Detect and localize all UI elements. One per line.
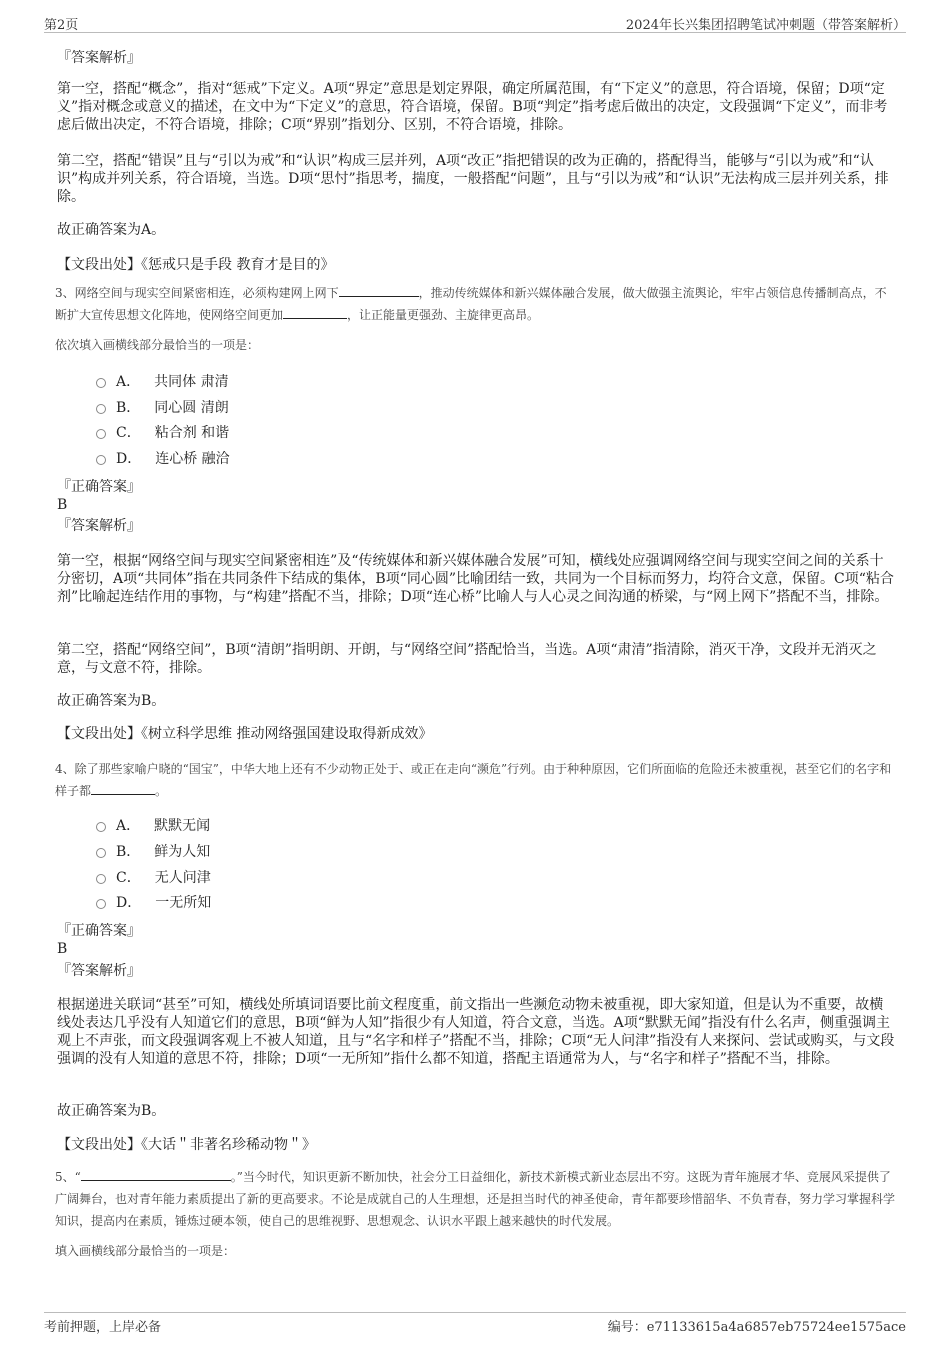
radio-icon[interactable] — [96, 848, 106, 858]
q4-analysis-label: 『答案解析』 — [57, 963, 141, 979]
radio-icon[interactable] — [96, 429, 106, 439]
page-header — [44, 14, 906, 33]
q4-correct-label: 『正确答案』 — [57, 923, 141, 939]
q4-stem: 4、除了那些家喻户晓的“国宝”，中华大地上还有不少动物正处于、或正在走向“濒危”行列。由于种种原因，它们所面临的危险还未被重视，甚至它们的名字和样子都 。 — [55, 762, 892, 798]
blank-line — [91, 782, 155, 795]
radio-icon[interactable] — [96, 899, 106, 909]
q3-correct-label: 『正确答案』 — [57, 479, 141, 495]
q3-source: 【文段出处】《树立科学思维 推动网络强国建设取得新成效》 — [57, 726, 433, 742]
q3-analysis-label: 『答案解析』 — [57, 518, 141, 534]
footer-slogan: 考前押题，上岸必备 — [44, 1320, 162, 1335]
q4-option-a[interactable]: A． 默默无闻 — [96, 817, 210, 835]
q5-prompt: 填入画横线部分最恰当的一项是： — [55, 1244, 236, 1258]
blank-line — [81, 1168, 231, 1181]
q4-analysis-p1: 根据递进关联词“甚至”可知，横线处所填词语要比前文程度重，前文指出一些濒危动物未被重视，即大家知道，但是认为不重要，故横线处表达几乎没有人知道它们的意思，B项“鲜为人知”指很少有人知道，符合文意，当选。A项“默默无闻”指没有什么名声，侧重强调主观上不声张，而文段强调客观上不被人知道，且与“名字和样子”搭配不当，排除；C项“无人问津”指没有人来探问、尝试或购买，与文段强调的没有人知道的意思不符，排除；D项“一无所知”指什么都不知道，搭配主语通常为人，与“名字和样子”搭配不当，排除。 — [57, 997, 895, 1067]
q3-analysis-p1: 第一空，根据“网络空间与现实空间紧密相连”及“传统媒体和新兴媒体融合发展”可知，横线处应强调网络空间与现实空间之间的关系十分密切，A项“共同体”指在共同条件下结成的集体，B项“同心圆”比喻团结一致，共同为一个目标而努力，均符合文意，保留。C项“粘合剂”比喻起连结作用的事物，与“构建”搭配不当，排除；D项“连心桥”比喻人与人心灵之间沟通的桥梁，与“网上网下”搭配不当，排除。 — [57, 553, 894, 605]
radio-icon[interactable] — [96, 822, 106, 832]
q4-option-c[interactable]: C． 无人问津 — [96, 869, 211, 887]
q3-stem: 3、网络空间与现实空间紧密相连，必须构建网上网下 ，推动传统媒体和新兴媒体融合发展，做大做强主流舆论，牢牢占领信息传播制高点，不断扩大宣传思想文化阵地，使网络空间更加 ，让正能量更强劲、主旋律更高昂。 — [55, 286, 887, 322]
radio-icon[interactable] — [96, 874, 106, 884]
q3-correct-answer: B — [57, 497, 68, 513]
q3-analysis-p2: 第二空，搭配“网络空间”，B项“清朗”指明朗、开朗，与“网络空间”搭配恰当，当选。A项“肃清”指清除，消灭干净，文段并无消灭之意，与文意不符，排除。 — [57, 642, 877, 676]
radio-icon[interactable] — [96, 455, 106, 465]
q4-option-b[interactable]: B． 鲜为人知 — [96, 843, 210, 861]
q4-source: 【文段出处】《大话＂非著名珍稀动物＂》 — [57, 1137, 316, 1153]
q3-option-a[interactable]: A． 共同体 肃清 — [96, 373, 229, 391]
page-number: 第2页 — [44, 18, 79, 33]
blank-line — [339, 284, 419, 297]
q2-analysis-label: 『答案解析』 — [57, 50, 141, 66]
q2-analysis-p1: 第一空，搭配“概念”，指对“惩戒”下定义。A项“界定”意思是划定界限，确定所属范围，有“下定义”的意思，符合语境，保留；D项“定义”指对概念或意义的描述，在文中为“下定义”的意思，符合语境，保留。B项“判定”指考虑后做出的决定，文段强调“下定义”，而非考虑后做出决定，不符合语境，排除；C项“界别”指划分、区别，不符合语境，排除。 — [57, 81, 888, 133]
q5-stem: 5、“ 。”当今时代，知识更新不断加快，社会分工日益细化，新技术新模式新业态层出不穷。这既为青年施展才华、竞展风采提供了广阔舞台，也对青年能力素质提出了新的更高要求。不论是成就自己的人生理想，还是担当时代的神圣使命，青年都要珍惜韶华、不负青春，努力学习掌握科学知识，提高内在素质，锤炼过硬本领，使自己的思维视野、思想观念、认识水平跟上越来越快的时代发展。 — [55, 1170, 896, 1228]
q3-option-d[interactable]: D． 连心桥 融洽 — [96, 450, 230, 468]
q4-correct-answer: B — [57, 941, 68, 957]
q2-source: 【文段出处】《惩戒只是手段 教育才是目的》 — [57, 257, 335, 273]
q3-option-c[interactable]: C． 粘合剂 和谐 — [96, 424, 229, 442]
q4-option-d[interactable]: D． 一无所知 — [96, 894, 211, 912]
radio-icon[interactable] — [96, 404, 106, 414]
q2-analysis-p2: 第二空，搭配“错误”且与“引以为戒”和“认识”构成三层并列，A项“改正”指把错误的改为正确的，搭配得当，能够与“引以为戒”和“认识”构成并列关系，符合语境，当选。D项“思忖”指思考，揣度，一般搭配“问题”，且与“引以为戒”和“认识”无法构成三层并列关系，排除。 — [57, 153, 889, 205]
q3-option-b[interactable]: B． 同心圆 清朗 — [96, 399, 229, 417]
document-title: 2024年长兴集团招聘笔试冲刺题（带答案解析） — [625, 18, 906, 33]
q3-prompt: 依次填入画横线部分最恰当的一项是： — [55, 338, 260, 352]
q2-conclusion: 故正确答案为A。 — [57, 222, 166, 238]
blank-line — [283, 306, 347, 319]
document-id: 编号：e71133615a4a6857eb75724ee1575ace — [607, 1320, 906, 1335]
q4-conclusion: 故正确答案为B。 — [57, 1103, 166, 1119]
q3-conclusion: 故正确答案为B。 — [57, 693, 166, 709]
page-footer — [44, 1312, 906, 1333]
radio-icon[interactable] — [96, 378, 106, 388]
